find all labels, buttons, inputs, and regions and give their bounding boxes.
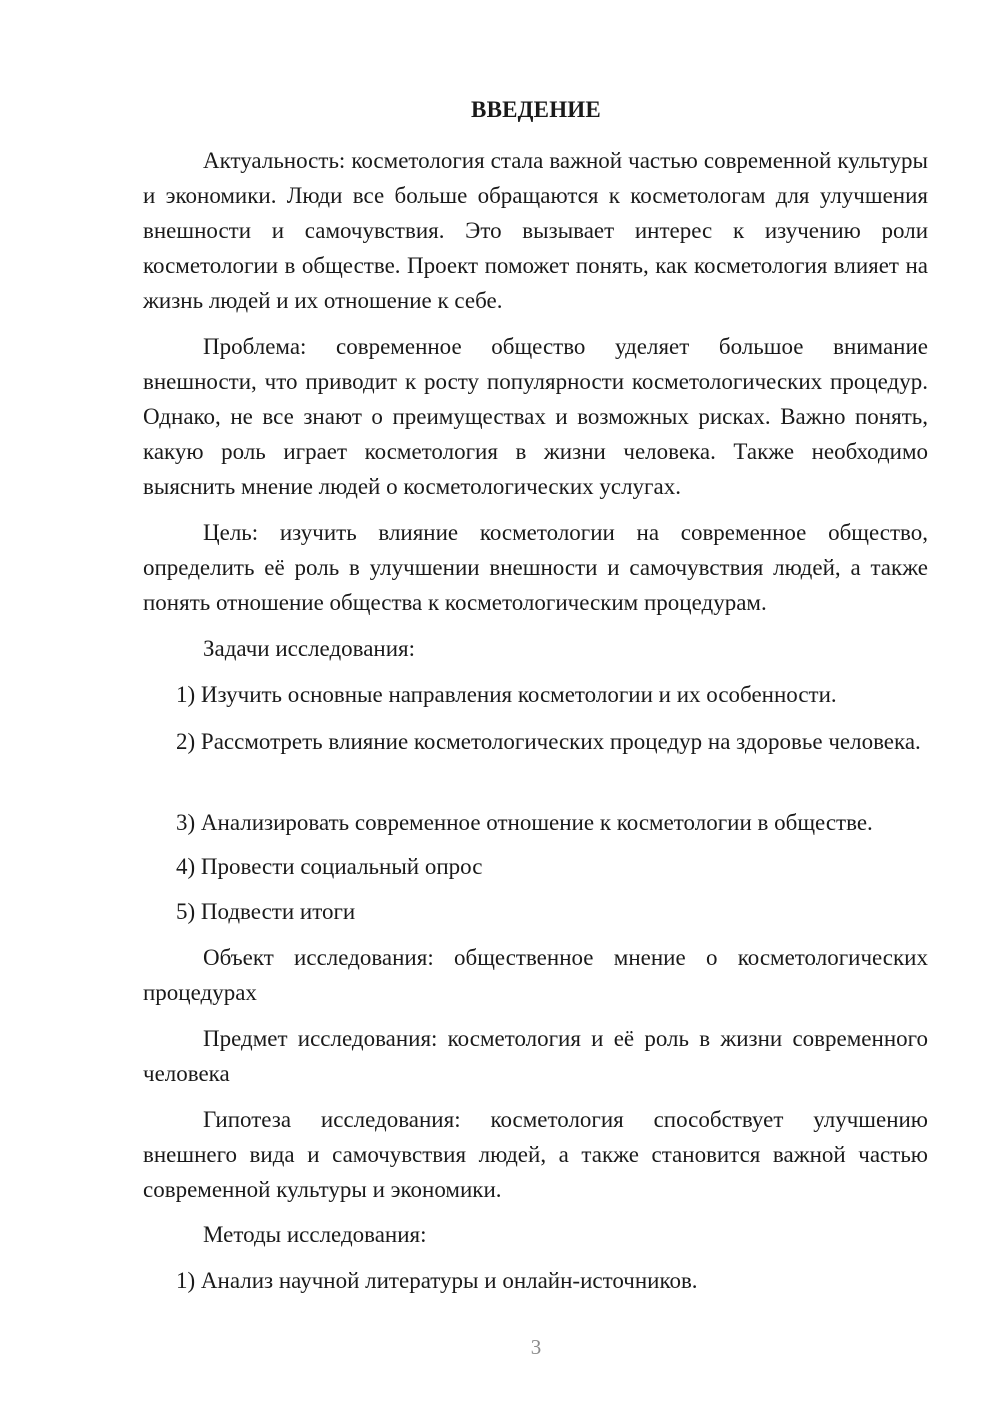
- paragraph-problem: Проблема: современное общество уделяет большое внимание внешности, что приводит к росту популярности косметологических процедур. Однако, не все знают о преимуществах и возможных рисках. Важно понять, какую роль играет косметология в жизни человека. Также необходимо выяснить мнение людей о косметологических услугах.: [143, 334, 928, 499]
- task-item-2: 2) Рассмотреть влияние косметологических процедур на здоровье человека.: [176, 729, 921, 754]
- task-item-4: 4) Провести социальный опрос: [176, 854, 483, 879]
- task-item-1: 1) Изучить основные направления косметологии и их особенности.: [176, 682, 837, 707]
- paragraph-tasks-heading: Задачи исследования:: [203, 636, 416, 661]
- page-number: 3: [530, 1335, 542, 1359]
- paragraph-relevance: Актуальность: косметология стала важной частью современной культуры и экономики. Люди все больше обращаются к косметологам для улучшения внешности и самочувствия. Это вызывает интерес к изучению роли косметологии в обществе. Проект поможет понять, как косметология влияет на жизнь людей и их отношение к себе.: [143, 148, 928, 313]
- paragraph-subject: Предмет исследования: косметология и её роль в жизни современного человека: [143, 1026, 928, 1086]
- paragraph-object: Объект исследования: общественное мнение о косметологических процедурах: [143, 945, 928, 1005]
- task-item-3: 3) Анализировать современное отношение к косметологии в обществе.: [176, 810, 873, 835]
- paragraph-methods-heading: Методы исследования:: [203, 1222, 427, 1247]
- paragraph-hypothesis: Гипотеза исследования: косметология способствует улучшению внешнего вида и самочувствия людей, а также становится важной частью современной культуры и экономики.: [143, 1107, 928, 1202]
- method-item-1: 1) Анализ научной литературы и онлайн-источников.: [176, 1268, 698, 1293]
- task-item-5: 5) Подвести итоги: [176, 899, 356, 924]
- paragraph-goal: Цель: изучить влияние косметологии на современное общество, определить её роль в улучшении внешности и самочувствия людей, а также понять отношение общества к косметологическим процедурам.: [143, 520, 928, 615]
- page-title: ВВЕДЕНИЕ: [471, 97, 601, 122]
